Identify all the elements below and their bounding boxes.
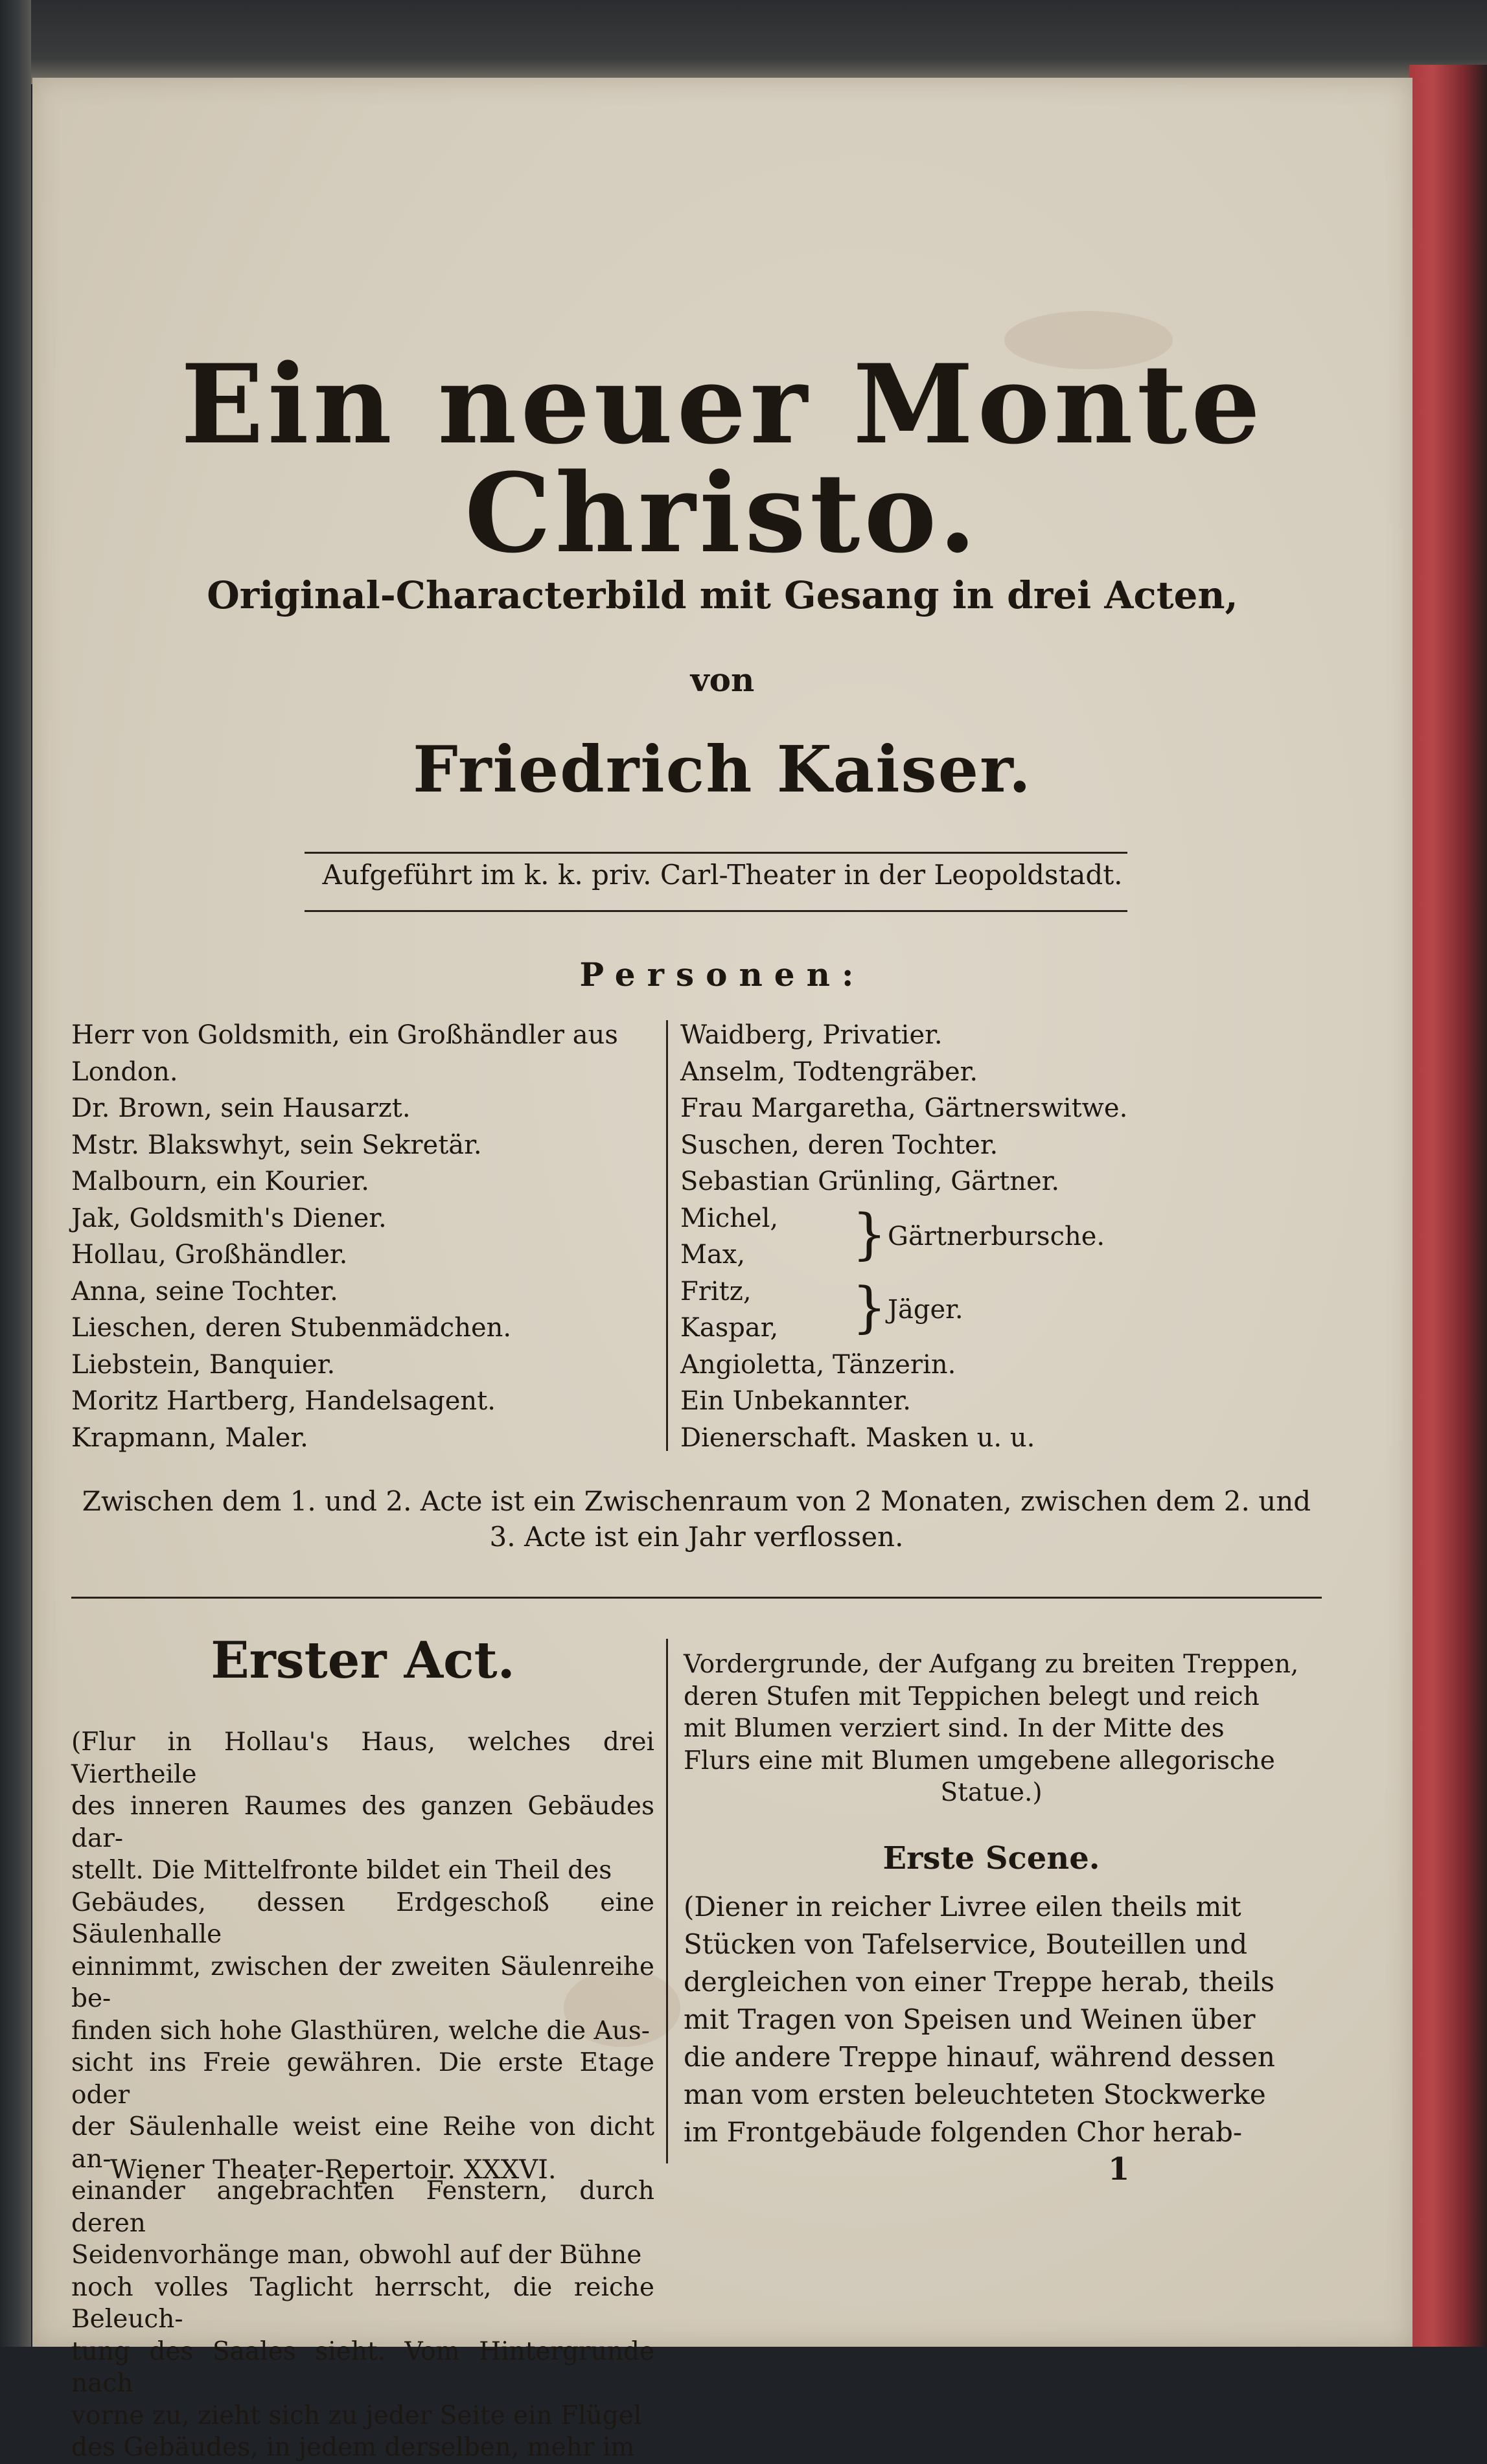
performance-note: Aufgeführt im k. k. priv. Carl-Theater in der Leopoldstadt. [322,859,1123,891]
cast-heading: Personen: [579,955,866,994]
play-subtitle: Original-Characterbild mit Gesang in drei Acten, [207,573,1238,617]
text-line: der Säulenhalle weist eine Reihe von dicht an- [71,2112,654,2174]
cast-entry: Frau Margaretha, Gärtnerswitwe. [680,1093,1128,1123]
cast-divider [666,1020,668,1451]
section-rule [71,1597,1322,1599]
text-line: vorne zu, zieht sich zu jeder Seite ein Flügel [71,2401,642,2430]
brace-glyph: } [852,1202,887,1266]
act-title: Erster Act. [211,1631,515,1690]
cast-entry: Sebastian Grünling, Gärtner. [680,1167,1060,1196]
cast-entry: Herr von Goldsmith, ein Großhändler aus [71,1020,618,1050]
by-line: von [690,661,755,699]
cast-entry: Dienerschaft. Masken u. u. [680,1422,1035,1453]
text-line: (Flur in Hollau's Haus, welches drei Viertheile [71,1728,654,1789]
text-line: Stücken von Tafelservice, Bouteillen und [684,1928,1248,1960]
cast-list-left [71,1017,687,1456]
cast-group-hunters [680,1273,1315,1347]
text-line: sicht ins Freie gewähren. Die erste Etage oder [71,2048,654,2110]
brace-glyph: } [852,1275,887,1339]
cast-entry: Jak, Goldsmith's Diener. [71,1203,387,1233]
text-line: (Diener in reicher Livree eilen theils mit [684,1891,1241,1922]
text-line: Statue.) [940,1778,1043,1807]
cast-entry: London. [71,1056,178,1087]
scene-direction [684,1888,1299,2151]
cast-entry: Hollau, Großhändler. [71,1240,348,1270]
cast-entry: Suschen, deren Tochter. [680,1130,998,1160]
text-line: man vom ersten beleuchteten Stockwerke [684,2079,1266,2110]
page-number: 1 [1108,2151,1130,2187]
text-line: tung des Saales sieht. Vom Hintergrunde nach [71,2336,654,2398]
cast-list-right [680,1017,1315,1456]
text-line: des Gebäudes, in jedem derselben, mehr im [71,2433,635,2462]
cast-entry: Malbourn, ein Kourier. [71,1167,369,1196]
footer-signature: Wiener Theater-Repertoir. XXXVI. [110,2155,557,2185]
cast-entry: Anna, seine Tochter. [71,1276,338,1306]
text-line: einnimmt, zwischen der zweiten Säulenreihe be- [71,1952,654,2013]
cast-entry: Angioletta, Tänzerin. [680,1349,956,1380]
text-line: stellt. Die Mittelfronte bildet ein Theil des [71,1856,612,1885]
cast-group-role: Jäger. [888,1294,963,1325]
rule-bottom [305,910,1127,912]
book-spine-edge [0,0,31,2347]
text-line: deren Stufen mit Teppichen belegt und reich [684,1682,1260,1711]
scene-title: Erste Scene. [882,1840,1100,1877]
text-line: finden sich hohe Glasthüren, welche die Aus- [71,2016,650,2046]
stage-direction-left [71,1726,654,2464]
book-page [32,78,1412,2462]
book-cover-edge [1409,65,1487,2347]
text-line: Flurs eine mit Blumen umgebene allegorische [684,1746,1275,1775]
cast-entry: Dr. Brown, sein Hausarzt. [71,1093,411,1123]
cast-entry: Michel, [680,1203,779,1233]
text-line: dergleichen von einer Treppe herab, theils [684,1966,1275,1998]
text-line: im Frontgebäude folgenden Chor herab- [684,2116,1243,2148]
rule-top [305,852,1127,854]
cast-entry: Liebstein, Banquier. [71,1349,336,1380]
text-line: mit Blumen verziert sind. In der Mitte des [684,1714,1225,1743]
interval-line: 3. Acte ist ein Jahr verflossen. [489,1521,904,1553]
text-line: Gebäudes, dessen Erdgeschoß eine Säulenhalle [71,1888,654,1949]
play-title: Ein neuer Monte Christo. [180,340,1265,577]
text-line: die andere Treppe hinauf, während dessen [684,2041,1275,2073]
interval-note [71,1483,1322,1555]
cast-entry: Waidberg, Privatier. [680,1020,943,1050]
cast-entry: Max, [680,1240,746,1270]
cast-entry: Lieschen, deren Stubenmädchen. [71,1313,512,1343]
text-line: noch volles Taglicht herrscht, die reiche Beleuch- [71,2272,654,2334]
cast-entry: Moritz Hartberg, Handelsagent. [71,1386,496,1416]
interval-line: Zwischen dem 1. und 2. Acte ist ein Zwischenraum von 2 Monaten, zwischen dem 2. und [82,1485,1311,1517]
cast-entry: Kaspar, [680,1313,779,1343]
text-line: Vordergrunde, der Aufgang zu breiten Treppen, [684,1650,1299,1679]
column-divider [666,1639,668,2163]
text-line: des inneren Raumes des ganzen Gebäudes dar- [71,1792,654,1853]
text-line: Seidenvorhänge man, obwohl auf der Bühne [71,2241,642,2270]
cast-group-gardeners [680,1200,1315,1273]
cast-entry: Fritz, [680,1276,752,1306]
text-line: mit Tragen von Speisen und Weinen über [684,2003,1256,2035]
cast-entry: Anselm, Todtengräber. [680,1056,978,1087]
book-top-edge [0,0,1487,84]
cast-entry: Mstr. Blakswhyt, sein Sekretär. [71,1130,482,1160]
cast-entry: Ein Unbekannter. [680,1386,912,1416]
text-line: einander angebrachten Fenstern, durch deren [71,2176,654,2238]
cast-group-role: Gärtnerbursche. [888,1221,1105,1251]
cast-entry: Krapmann, Maler. [71,1422,308,1453]
author-name: Friedrich Kaiser. [413,733,1032,807]
stage-direction-right [684,1648,1299,1809]
